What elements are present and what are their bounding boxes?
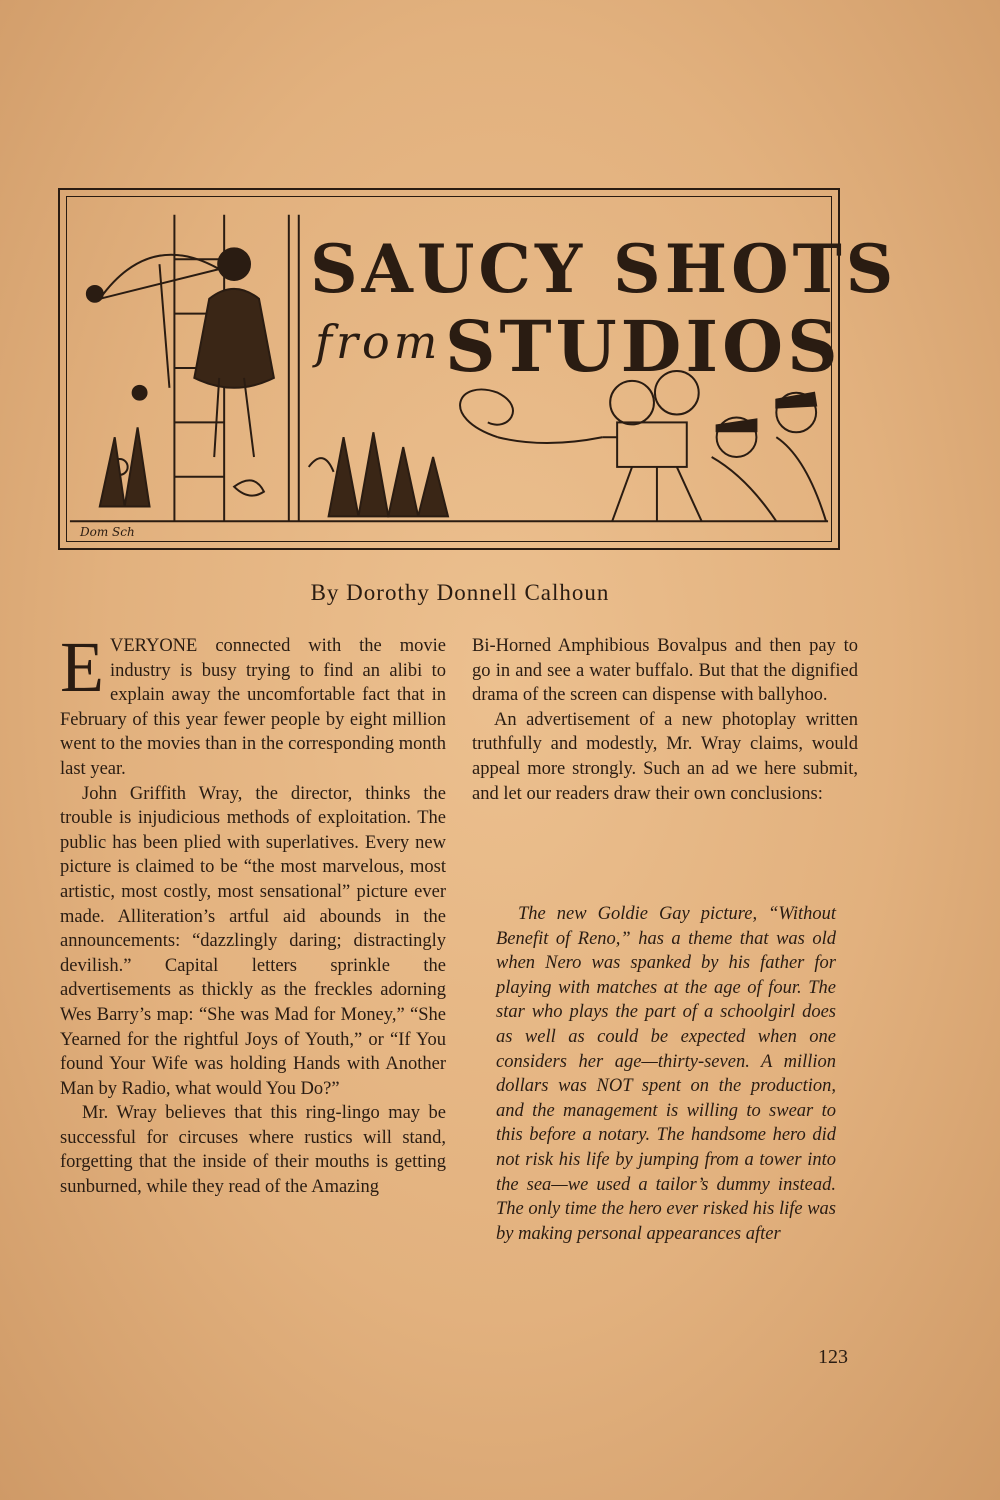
paragraph-1-text: VERYONE connected with the movie industry is busy trying to find an alibi to explain away the uncomfortable fact that in February of this year fewer people by eight million went to the movies than in the corresponding month last year. bbox=[60, 636, 446, 779]
paragraph-3: Mr. Wray believes that this ring-lingo may be successful for circuses where rustics will stand, forgetting that the inside of their mouths is getting sunburned, while they read of the Amazing bbox=[60, 1103, 446, 1198]
byline: By Dorothy Donnell Calhoun bbox=[310, 580, 610, 605]
page-number: 123 bbox=[818, 1346, 848, 1368]
mock-advertisement-quote bbox=[496, 902, 836, 1246]
paragraph-3-continued: Bi-Horned Amphibious Bovalpus and then pay to go in and see a water buffalo. But that the dignified drama of the screen can dispense with ballyhoo. bbox=[472, 636, 858, 706]
quote-text: The new Goldie Gay picture, “Without Benefit of Reno,” has a theme that was old when Nero was spanked by his father for playing with matches at the age of four. The star who plays the part of a schoolgirl does as well as could be expected when one considers her age—thirty-seven. A million dollars was NOT spent on the production, and the management is willing to swear to this before a notary. The handsome hero did not risk his life by jumping from a tower into the sea—we used a tailor’s dummy instead. The only time the hero ever risked his life was by making personal appearances after bbox=[496, 904, 836, 1244]
drop-cap: E bbox=[60, 627, 104, 707]
left-column bbox=[60, 627, 446, 1200]
right-column bbox=[472, 634, 858, 806]
paragraph-4: An advertisement of a new photoplay written truthfully and modestly, Mr. Wray claims, would appeal more strongly. Such an ad we here submit, and let our readers draw their own conclusions: bbox=[472, 709, 858, 804]
paragraph-2: John Griffith Wray, the director, thinks the trouble is injudicious methods of exploitation. The public has been plied with superlatives. Every new picture is claimed to be “the most marvelous, most artistic, most costly, most sensational” picture ever made. Alliteration’s artful aid abounds in the announcements: “dazzlingly daring; distractingly devilish.” Capital letters sprinkle the advertisements as thickly as the freckles adorning Wes Barry’s map: “She was Mad for Money,” “She Yearned for the rightful Joys of Youth,” or “If You found Your Wife was holding Hands with Another Man by Radio, what would You Do?” bbox=[60, 783, 446, 1099]
paragraph-1 bbox=[60, 627, 446, 782]
title-from: from bbox=[315, 315, 442, 369]
title-studios: STUDIOS bbox=[445, 305, 842, 388]
cartoon-illustration bbox=[60, 190, 838, 548]
header-illustration bbox=[58, 188, 898, 550]
artist-signature: Dom Sch bbox=[80, 525, 135, 539]
title-saucy-shots: SAUCY SHOTS bbox=[310, 230, 898, 308]
